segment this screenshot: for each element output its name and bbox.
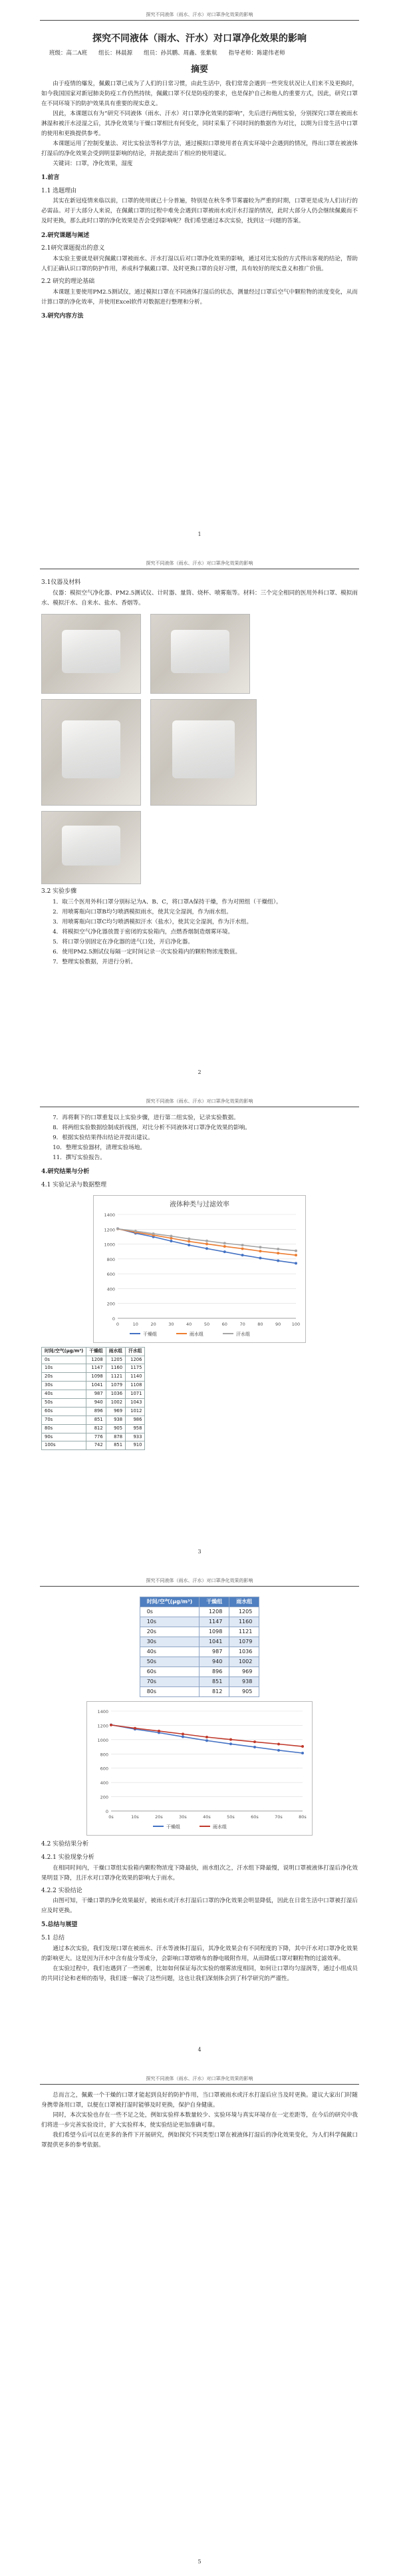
x-tick-label: 40s	[203, 1814, 211, 1820]
x-tick-label: 10s	[131, 1814, 139, 1820]
data-point	[277, 1743, 280, 1746]
subsection-heading: 2.1研究课题提出的意义	[41, 245, 105, 252]
y-tick-label: 0	[112, 1316, 115, 1322]
y-tick-label: 1000	[104, 1242, 115, 1248]
step-item: 5．将口罩分别固定在净化器的进气口处，开启净化器。	[53, 938, 194, 945]
table-row	[42, 1441, 145, 1450]
data-point	[134, 1727, 136, 1730]
table-header-cell: 汗水组	[126, 1347, 145, 1356]
table-row	[42, 1382, 145, 1390]
table-row	[140, 1667, 259, 1677]
y-tick-label: 1000	[97, 1737, 108, 1743]
table-row	[42, 1373, 145, 1382]
page-number: 1	[198, 531, 201, 537]
table-cell: 1208	[86, 1356, 106, 1364]
table-cell: 1041	[200, 1637, 229, 1647]
table-row	[140, 1607, 259, 1617]
table-cell: 50s	[140, 1657, 200, 1667]
page-number: 3	[198, 1549, 201, 1555]
x-tick-label: 40	[186, 1321, 192, 1327]
table-cell: 776	[86, 1433, 106, 1441]
body-paragraph: 仪器：模拟空气净化器、PM2.5测试仪、计时器、量筒、烧杯、喷雾瓶等。材料：三个完全相同的医用外科口罩、模拟雨水、模拟汗水、自来水、盐水、香烟等。	[41, 589, 358, 607]
table-cell: 1140	[126, 1373, 145, 1382]
byline: 班级：高二A班 组长：林晨源 组员：孙其鹏、周鑫、张紫航 指导老师：陈建伟老师	[49, 50, 285, 57]
table-cell: 20s	[42, 1373, 86, 1382]
table-header-row	[42, 1347, 145, 1356]
keywords: 关键词：口罩，净化效果，湿度	[53, 160, 133, 167]
y-tick-label: 0	[105, 1809, 108, 1814]
chart-2-svg	[87, 1702, 312, 1835]
data-point	[110, 1724, 112, 1726]
x-tick-label: 80s	[299, 1814, 307, 1820]
y-tick-label: 1400	[104, 1212, 115, 1218]
section-heading: 2.研究课题与阐述	[41, 232, 90, 239]
table-cell: 40s	[42, 1390, 86, 1399]
y-tick-label: 200	[100, 1794, 108, 1800]
table-cell: 1079	[229, 1637, 259, 1647]
table-cell: 851	[200, 1677, 229, 1687]
y-tick-label: 1200	[104, 1226, 115, 1232]
step-item: 8．将两组实验数据绘制成折线图，对比分析不同液体对口罩净化效果的影响。	[53, 1125, 251, 1132]
table-cell: 1098	[200, 1627, 229, 1637]
running-header: 探究不同液体（雨水、汗水）对口罩净化效果的影响	[146, 1578, 253, 1583]
step-item: 9．根据实验结果得出结论并提出建议。	[53, 1135, 154, 1142]
x-tick-label: 0	[116, 1321, 120, 1327]
legend-label: 雨水组	[213, 1824, 227, 1830]
table-cell: 40s	[140, 1647, 200, 1657]
data-point	[301, 1752, 304, 1754]
subsection-heading: 4.2 实验结果分析	[41, 1841, 89, 1848]
table-cell: 10s	[140, 1617, 200, 1627]
table-cell: 896	[200, 1667, 229, 1677]
data-point	[259, 1250, 261, 1252]
series-line	[111, 1725, 303, 1746]
header-rule	[40, 20, 359, 21]
x-tick-label: 60	[221, 1321, 227, 1327]
data-point	[223, 1250, 226, 1253]
abstract-title: 摘要	[190, 64, 208, 75]
table-cell: 70s	[42, 1416, 86, 1424]
table-cell: 812	[86, 1424, 106, 1433]
table-cell: 1041	[86, 1382, 106, 1390]
table-cell: 933	[126, 1433, 145, 1441]
table-row	[140, 1677, 259, 1687]
data-point	[188, 1244, 190, 1246]
subsection-heading: 3.2 实验步骤	[41, 888, 77, 895]
table-cell: 70s	[140, 1677, 200, 1687]
subsection-heading: 1.1 选题理由	[41, 187, 77, 194]
body-paragraph: 同时，本次实验也存在一些不足之处，例如实验样本数量较少、实验环境与真实环境存在一定差距等，在今后的研究中我们将进一步完善实验设计，扩大实验样本，使实验结论更加准确可靠。	[41, 2112, 358, 2129]
table-cell: 986	[126, 1416, 145, 1424]
x-tick-label: 70s	[275, 1814, 283, 1820]
table-cell: 30s	[140, 1637, 200, 1647]
page-5	[0, 2064, 399, 2576]
data-point	[205, 1242, 208, 1245]
page-number: 4	[198, 2047, 201, 2053]
table-cell: 1121	[229, 1627, 259, 1637]
data-point	[229, 1738, 232, 1741]
table-cell: 940	[200, 1657, 229, 1667]
table-cell: 1175	[126, 1364, 145, 1373]
legend-label: 雨水组	[190, 1331, 203, 1337]
table-header-cell: 雨水组	[229, 1597, 259, 1607]
table-cell: 1160	[106, 1364, 125, 1373]
running-header: 探究不同液体（雨水、汗水）对口罩净化效果的影响	[146, 2076, 253, 2081]
data-point	[170, 1234, 172, 1237]
x-tick-label: 50	[203, 1321, 210, 1327]
body-paragraph: 在实验过程中，我们也遇到了一些困难，比如如何保证每次实验的烟雾浓度相同，如何让口罩均匀湿润等，通过小组成员的共同讨论和老师的指导，我们逐一解决了这些问题，这也让我们深刻体会到了科学研究的严谨性。	[41, 1965, 358, 1982]
table-cell: 910	[126, 1441, 145, 1450]
page-1	[0, 0, 399, 549]
table-header-cell: 干燥组	[200, 1597, 229, 1607]
x-tick-label: 30s	[179, 1814, 187, 1820]
data-table-1	[41, 1347, 145, 1451]
table-row	[42, 1433, 145, 1441]
data-point	[188, 1240, 190, 1242]
table-cell: 987	[200, 1647, 229, 1657]
x-tick-label: 70	[239, 1321, 245, 1327]
table-row	[42, 1407, 145, 1416]
data-point	[205, 1736, 208, 1738]
legend-label: 汗水组	[236, 1331, 250, 1337]
table-cell: 80s	[42, 1424, 86, 1433]
step-item: 3．用喷雾瓶向口罩C均匀喷洒模拟汗水（盐水），使其完全湿润，作为汗水组。	[53, 918, 253, 925]
section-heading: 3.研究内容方法	[41, 312, 84, 320]
page-number: 5	[198, 2559, 201, 2565]
table-cell: 1205	[106, 1356, 125, 1364]
data-point	[253, 1746, 256, 1748]
x-tick-label: 90	[275, 1321, 281, 1327]
table-cell: 1108	[126, 1382, 145, 1390]
y-tick-label: 600	[106, 1271, 115, 1277]
experiment-photo	[41, 614, 141, 694]
table-row	[140, 1637, 259, 1647]
y-tick-label: 1200	[97, 1723, 108, 1729]
x-tick-label: 10	[132, 1321, 138, 1327]
data-point	[241, 1244, 244, 1246]
body-paragraph: 本课题主要使用PM2.5测试仪，通过模拟口罩在不同液体打湿后的状态，测量经过口罩后空气中颗粒物的浓度变化，从而计算口罩的净化效率，并使用Excel软件对数据进行整理和分析。	[41, 288, 358, 306]
x-tick-label: 0s	[108, 1814, 114, 1820]
data-point	[223, 1242, 226, 1244]
experiment-photo	[41, 811, 141, 884]
body-paragraph: 本实验主要就是研究佩戴口罩被雨水、汗水打湿以后对口罩净化效果的影响，通过对比实验的方式得出客观的结论，帮助人们正确认识口罩的防护作用，养成科学佩戴口罩、及时更换口罩的良好习惯，具有较好的现实意义和推广价值。	[41, 256, 358, 273]
data-point	[205, 1239, 208, 1242]
section-heading: 5.总结与展望	[41, 1922, 78, 1929]
header-rule	[40, 2084, 359, 2085]
section-heading: 1.前言	[41, 174, 60, 181]
table-row	[140, 1627, 259, 1637]
table-cell: 905	[106, 1424, 125, 1433]
data-point	[301, 1745, 304, 1748]
x-tick-label: 20s	[155, 1814, 163, 1820]
table-cell: 1205	[229, 1607, 259, 1617]
running-header: 探究不同液体（雨水、汗水）对口罩净化效果的影响	[146, 12, 253, 17]
table-cell: 1002	[106, 1399, 125, 1408]
y-tick-label: 800	[106, 1256, 115, 1262]
body-paragraph: 由图可知，干燥口罩的净化效果最好，被雨水或汗水打湿后口罩的净化效果会明显降低，因此在日常生活中口罩被打湿后应及时更换。	[41, 1898, 358, 1915]
photo-row	[41, 699, 358, 806]
table-cell: 20s	[140, 1627, 200, 1637]
line-chart-2	[86, 1701, 313, 1836]
table-row	[42, 1416, 145, 1424]
y-tick-label: 800	[100, 1752, 108, 1758]
table-header-row	[140, 1597, 259, 1607]
table-cell: 940	[86, 1399, 106, 1408]
y-tick-label: 400	[106, 1286, 115, 1292]
abstract-paragraph: 由于疫情的爆发，佩戴口罩已成为了人们的日常习惯，由此生活中，我们常常会遇到一些突发状况让人们来不及更换时，如今我国国家对新冠肺炎防疫工作仍然持续，佩戴口罩不仅是防疫的要求，也是保护自己和他人的重要方式，因此，研究口罩在不同环境下的防护效果具有重要的现实意义。	[41, 80, 358, 107]
paper-title: 探究不同液体（雨水、汗水）对口罩净化效果的影响	[92, 33, 307, 44]
table-cell: 1098	[86, 1373, 106, 1382]
subsection-heading: 4.2.1 实验现象分析	[41, 1854, 94, 1861]
y-tick-label: 1400	[97, 1709, 108, 1714]
data-point	[229, 1742, 232, 1745]
chart-title: 液体种类与过滤效率	[170, 1200, 229, 1208]
data-point	[295, 1249, 297, 1252]
data-table-2	[140, 1597, 260, 1697]
y-tick-label: 200	[106, 1301, 115, 1307]
data-point	[259, 1246, 261, 1248]
page-3	[0, 1087, 399, 1566]
step-item: 10．整理实验器材，清理实验场地。	[53, 1145, 146, 1152]
x-tick-label: 80	[257, 1321, 263, 1327]
table-header-cell: 时间/空气(μg/m³)	[42, 1347, 86, 1356]
table-cell: 742	[86, 1441, 106, 1450]
page-number: 2	[198, 1069, 201, 1075]
data-point	[295, 1254, 297, 1256]
table-cell: 878	[106, 1433, 125, 1441]
section-heading: 4.研究结果与分析	[41, 1168, 90, 1176]
data-point	[152, 1232, 155, 1235]
table-cell: 958	[126, 1424, 145, 1433]
table-cell: 938	[229, 1677, 259, 1687]
body-paragraph: 总而言之，佩戴一个干燥的口罩才能起到良好的防护作用，当口罩被雨水或汗水打湿后应当及时更换。建议大家出门时随身携带备用口罩，以便在口罩被打湿时能够及时更换，保护自身健康。	[41, 2092, 358, 2109]
data-point	[188, 1237, 190, 1240]
subsection-heading: 4.2.2 实验结论	[41, 1887, 82, 1894]
table-cell: 1160	[229, 1617, 259, 1627]
table-row	[140, 1617, 259, 1627]
table-cell: 969	[229, 1667, 259, 1677]
table-row	[140, 1657, 259, 1667]
step-item: 7．整理实验数据，并进行分析。	[53, 958, 136, 965]
experiment-photo	[41, 699, 141, 806]
abstract-paragraph: 本课题运用了控制变量法、对比实验法等科学方法，通过模拟口罩使用者在真实环境中会遇到的情况，得出口罩在被液体打湿后的净化效果会受到明显影响的结论，并据此提出了相应的使用建议。	[41, 140, 358, 157]
data-point	[170, 1240, 172, 1242]
body-paragraph: 在相同时间内，干燥口罩组实验箱内颗粒物浓度下降最快，雨水组次之，汗水组下降最慢，说明口罩被液体打湿后净化效果明显下降，且汗水对口罩净化效果的影响大于雨水。	[41, 1864, 358, 1882]
data-point	[116, 1227, 119, 1230]
data-point	[205, 1247, 208, 1250]
data-point	[182, 1735, 184, 1738]
data-point	[223, 1245, 226, 1248]
step-item: 2．用喷雾瓶向口罩B均匀喷洒模拟雨水，使其完全湿润，作为雨水组。	[53, 908, 232, 915]
experiment-photo	[150, 614, 250, 694]
legend-label: 干燥组	[166, 1824, 180, 1830]
table-cell: 1036	[229, 1647, 259, 1657]
table-row	[42, 1424, 145, 1433]
page-4	[0, 1566, 399, 2064]
step-item: 6．使用PM2.5测试仪每隔一定时间记录一次实验箱内的颗粒物浓度数值。	[53, 948, 241, 955]
body-paragraph: 通过本次实验，我们发现口罩在被雨水、汗水等液体打湿后，其净化效果会有不同程度的下降，其中汗水对口罩净化效果的影响更大。这是因为汗水中含有盐分等成分，会影响口罩熔喷布的静电吸附作用，从而降低口罩对颗粒物的过滤效率。	[41, 1945, 358, 1962]
step-item: 7．再将剩下的口罩重复以上实验步骤，进行第二组实验，记录实验数据。	[53, 1115, 239, 1121]
table-row	[42, 1399, 145, 1408]
table-cell: 50s	[42, 1399, 86, 1408]
table-cell: 60s	[42, 1407, 86, 1416]
data-point	[241, 1247, 244, 1250]
data-point	[134, 1230, 137, 1232]
table-cell: 0s	[42, 1356, 86, 1364]
table-cell: 1002	[229, 1657, 259, 1667]
table-cell: 851	[86, 1416, 106, 1424]
table-row	[42, 1390, 145, 1399]
data-point	[241, 1254, 244, 1256]
table-header-cell: 雨水组	[106, 1347, 125, 1356]
table-cell: 30s	[42, 1382, 86, 1390]
data-point	[158, 1730, 160, 1732]
photo-row	[41, 614, 358, 694]
data-point	[277, 1252, 279, 1254]
header-rule	[40, 1586, 359, 1587]
table-cell: 938	[106, 1416, 125, 1424]
table-cell: 851	[106, 1441, 125, 1450]
photo-row	[41, 811, 358, 884]
data-point	[277, 1749, 280, 1752]
page-2	[0, 549, 399, 1087]
table-cell: 812	[200, 1687, 229, 1697]
body-paragraph: 我们希望今后可以在更多的条件下开展研究，例如探究不同类型口罩在被液体打湿后的净化效果变化，为人们科学佩戴口罩提供更多的参考依据。	[41, 2132, 358, 2149]
subsection-heading: 5.1 总结	[41, 1935, 65, 1942]
x-tick-label: 50s	[227, 1814, 235, 1820]
table-cell: 969	[106, 1407, 125, 1416]
line-chart-1	[93, 1195, 306, 1343]
body-paragraph: 其实在新冠疫情来临以前，口罩的使用就已十分普遍，特别是在秋冬季节雾霾较为严重的时期，口罩更是成为人们出行的必需品。对于大部分人来说，在佩戴口罩的过程中难免会遇到口罩被雨水或汗水打湿的情况，此时大部分人仍会继续佩戴而不及时更换，那么此时口罩的净化效果是否会受到影响呢？我们希望通过本次实验，找到这一问题的答案。	[41, 198, 358, 225]
table-cell: 896	[86, 1407, 106, 1416]
table-cell: 1079	[106, 1382, 125, 1390]
table-cell: 90s	[42, 1433, 86, 1441]
table-cell: 987	[86, 1390, 106, 1399]
subsection-heading: 4.1 实验记录与数据整理	[41, 1181, 107, 1188]
data-point	[277, 1248, 279, 1250]
chart-1-svg	[94, 1196, 305, 1342]
table-cell: 1036	[106, 1390, 125, 1399]
step-item: 4．将模拟空气净化器放置于密闭的实验箱内，点燃香烟制造烟雾环境。	[53, 928, 234, 935]
abstract-paragraph: 因此，本课题以有为“研究不同液体（雨水、汗水）对口罩净化效果的影响”，先后进行两组实验，分别探究口罩在被雨水淋湿和被汗水浸湿之后，其净化效果与干燥口罩相比有何变化，同时采集了不同时间的数据作为对比，以期为日常生活中口罩的使用和更换提供参考。	[41, 110, 358, 137]
data-point	[277, 1259, 279, 1262]
step-item: 1．取三个医用外科口罩分别标记为A、B、C，将口罩A保持干燥，作为对照组（干燥组）。	[53, 898, 282, 905]
step-item: 11．撰写实验报告。	[53, 1155, 106, 1162]
data-point	[259, 1256, 261, 1259]
table-cell: 100s	[42, 1441, 86, 1450]
data-point	[295, 1262, 297, 1264]
table-cell: 10s	[42, 1364, 86, 1373]
table-cell: 1208	[200, 1607, 229, 1617]
table-cell: 60s	[140, 1667, 200, 1677]
x-tick-label: 20	[150, 1321, 156, 1327]
table-row	[42, 1356, 145, 1364]
x-tick-label: 100	[291, 1321, 301, 1327]
table-cell: 905	[229, 1687, 259, 1697]
x-tick-label: 60s	[251, 1814, 259, 1820]
table-cell: 1043	[126, 1399, 145, 1408]
table-row	[42, 1364, 145, 1373]
data-point	[253, 1740, 256, 1743]
table-cell: 0s	[140, 1607, 200, 1617]
table-cell: 80s	[140, 1687, 200, 1697]
table-header-cell: 干燥组	[86, 1347, 106, 1356]
subsection-heading: 2.2 研究的理论基础	[41, 278, 95, 286]
y-tick-label: 400	[100, 1780, 108, 1786]
experiment-photo	[150, 699, 257, 806]
table-cell: 1147	[200, 1617, 229, 1627]
table-header-cell: 时间/空气(μg/m³)	[140, 1597, 200, 1607]
x-tick-label: 30	[168, 1321, 174, 1327]
table-cell: 1071	[126, 1390, 145, 1399]
legend-label: 干燥组	[143, 1331, 157, 1337]
table-row	[140, 1687, 259, 1697]
data-point	[205, 1739, 208, 1742]
table-cell: 1147	[86, 1364, 106, 1373]
data-point	[182, 1732, 184, 1735]
running-header: 探究不同液体（雨水、汗水）对口罩净化效果的影响	[146, 561, 253, 566]
table-cell: 1012	[126, 1407, 145, 1416]
subsection-heading: 3.1仪器及材料	[41, 579, 81, 586]
table-row	[140, 1647, 259, 1657]
y-tick-label: 600	[100, 1766, 108, 1772]
table-cell: 1206	[126, 1356, 145, 1364]
table-cell: 1121	[106, 1373, 125, 1382]
running-header: 探究不同液体（雨水、汗水）对口罩净化效果的影响	[146, 1099, 253, 1104]
